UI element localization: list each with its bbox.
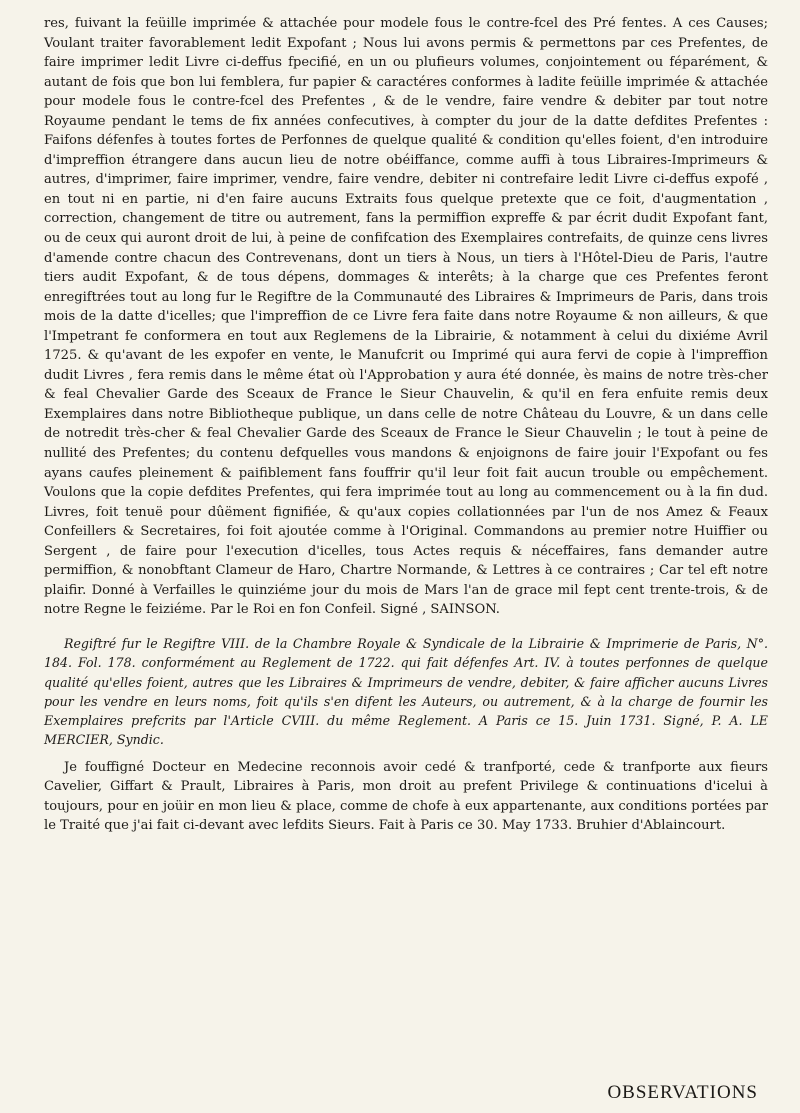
registration-notice: Regiftré fur le Regiftre VIII. de la Chambre Royale & Syndicale de la Librairie & Imprimerie de Paris, N°. 184. Fol. 178. conformément au Reglement de 1722. qui fait défenfes Art. IV. à toutes perfonnes de quelque qualité qu'elles foient, autres que les Libraires & Imprimeurs de vendre, debiter, & faire afficher aucuns Livres pour les vendre en leurs noms, foit qu'ils s'en difent les Auteurs, ou autrement, & à la charge de fournir les Exemplaires prefcrits par l'Article CVIII. du même Reglement. A Paris ce 15. Juin 1731. Signé, P. A. LE MERCIER, Syndic. [44,635,768,748]
cession-statement: Je fouffigné Docteur en Medecine reconnois avoir cedé & tranfporté, cede & tranfporte aux fieurs Cavelier, Giffart & Prault, Libraires à Paris, mon droit au prefent Privilege & continuations d'icelui à toujours, pour en joüir en mon lieu & place, comme de chofe à eux appartenante, aux conditions portées par le Traité que j'ai fait ci-devant avec lefdits Sieurs. Fait à Paris ce 30. May 1733. Bruhier d'Ablaincourt. [44,759,768,833]
catchword: OBSERVATIONS [607,1082,758,1103]
privilege-text: res, fuivant la feüille imprimée & attachée pour modele fous le contre-fcel des Pré fentes. A ces Causes; Voulant traiter favorablement ledit Expofant ; Nous lui avons permis & permettons par ces Prefentes, de faire imprimer ledit Livre ci-deffus fpecifié, en un ou plufieurs volumes, conjointement ou féparément, & autant de fois que bon lui femblera, fur papier & caractéres conformes à ladite feüille imprimée & attachée pour modele fous le contre-fcel des Prefentes , & de le vendre, faire vendre & debiter par tout notre Royaume pendant le tems de fix années confecutives, à compter du jour de la datte defdites Prefentes : Faifons défenfes à toutes fortes de Perfonnes de quelque qualité & condition qu'elles foient, d'en introduire d'impreffion étrangere dans aucun lieu de notre obéiffance, comme auffi à tous Libraires-Imprimeurs & autres, d'imprimer, faire imprimer, vendre, faire vendre, debiter ni contrefaire ledit Livre ci-deffus expofé , en tout ni en partie, ni d'en faire aucuns Extraits fous quelque pretexte que ce foit, d'augmentation , correction, changement de titre ou autrement, fans la permiffion expreffe & par écrit dudit Expofant fant, ou de ceux qui auront droit de lui, à peine de confifcation des Exemplaires contrefaits, de quinze cens livres d'amende contre chacun des Contrevenans, dont un tiers à Nous, un tiers à l'Hôtel-Dieu de Paris, l'autre tiers audit Expofant, & de tous dépens, dommages & interêts; à la charge que ces Prefentes feront enregiftrées tout au long fur le Regiftre de la Communauté des Libraires & Imprimeurs de Paris, dans trois mois de la datte d'icelles; que l'impreffion de ce Livre fera faite dans notre Royaume & non ailleurs, & que l'Impetrant fe conformera en tout aux Reglemens de la Librairie, & notamment à celui du dixiéme Avril 1725. & qu'avant de les expofer en vente, le Manufcrit ou Imprimé qui aura fervi de copie à l'impreffion dudit Livres , fera remis dans le même état où l'Approbation y aura été donnée, ès mains de notre très-cher & feal Chevalier Garde des Sceaux de France le Sieur Chauvelin, & qu'il en fera enfuite remis deux Exemplaires dans notre Bibliotheque publique, un dans celle de notre Château du Louvre, & un dans celle de notredit très-cher & feal Chevalier Garde des Sceaux de France le Sieur Chauvelin ; le tout à peine de nullité des Prefentes; du contenu defquelles vous mandons & enjoignons de faire jouir l'Expofant ou fes ayans caufes pleinement & paifiblement fans fouffrir qu'il leur foit fait aucun trouble ou empêchement. Voulons que la copie defdites Prefentes, qui fera imprimée tout au long au commencement ou à la fin dud. Livres, foit tenuë pour dûëment fignifiée, & qu'aux copies collationnées par l'un de nos Amez & Feaux Confeillers & Secretaires, foi foit ajoutée comme à l'Original. Commandons au premier notre Huiffier ou Sergent , de faire pour l'execution d'icelles, tous Actes requis & néceffaires, fans demander autre permiffion, & nonobftant Clameur de Haro, Chartre Normande, & Lettres à ce contraires ; Car tel eft notre plaifir. Donné à Verfailles le quinziéme jour du mois de Mars l'an de grace mil fept cent trente-trois, & de notre Regne le feiziéme. Par le Roi en fon Confeil. Signé , SAINSON. [44,16,768,618]
